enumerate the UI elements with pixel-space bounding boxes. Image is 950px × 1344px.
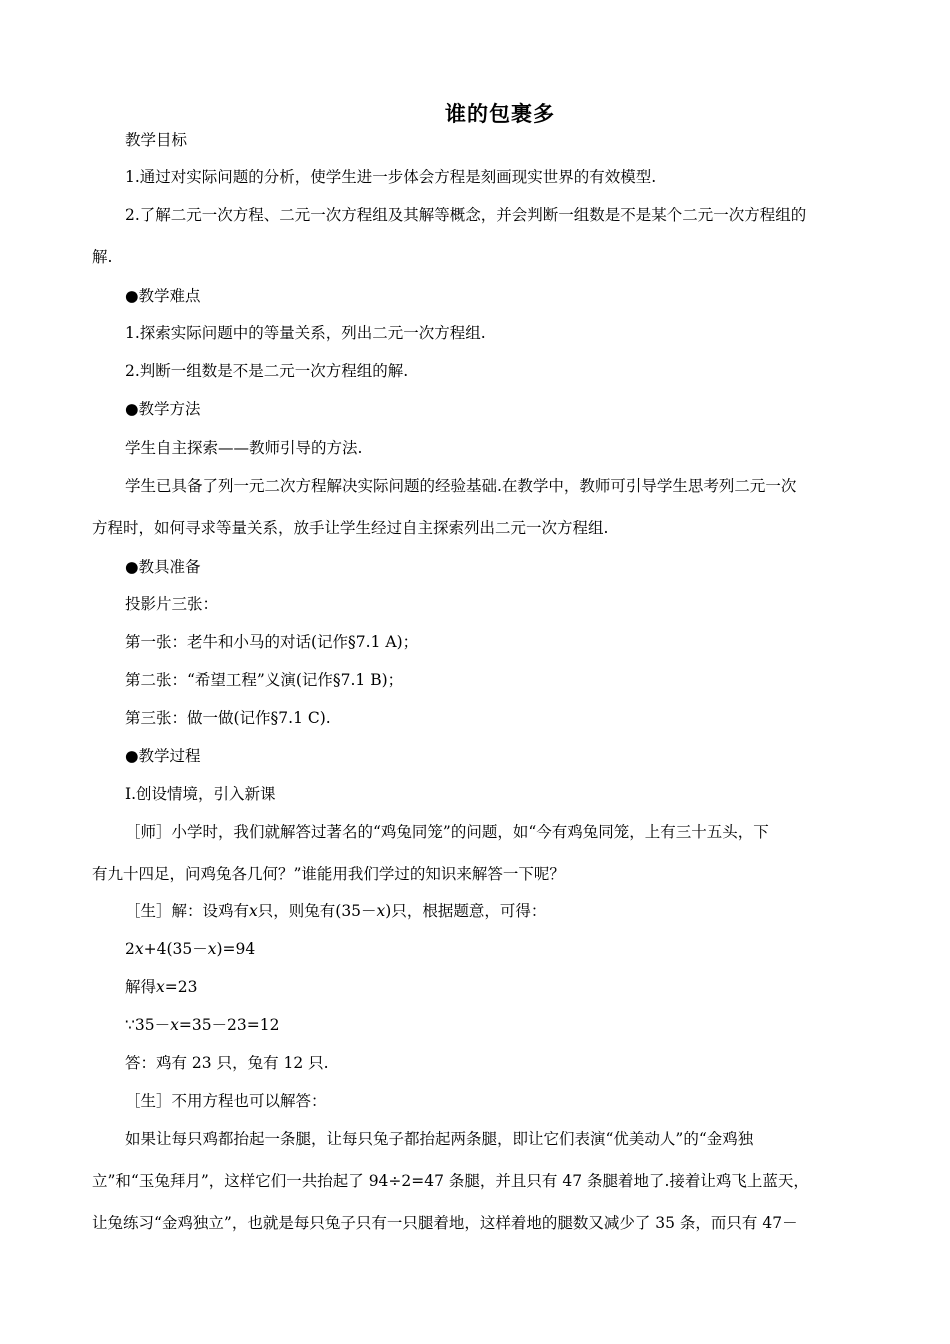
paragraph-line: 1.探索实际问题中的等量关系，列出二元一次方程组. bbox=[125, 324, 486, 342]
document-title: 谁的包裹多 bbox=[445, 102, 555, 126]
section-heading: ●教学方法 bbox=[125, 400, 201, 418]
variable-x: x bbox=[376, 902, 386, 920]
paragraph-line: ［生］不用方程也可以解答： bbox=[125, 1092, 327, 1110]
paragraph-line: 第二张：“希望工程”义演(记作§7.1 B)； bbox=[125, 671, 404, 689]
paragraph-line: 第三张：做一做(记作§7.1 C). bbox=[125, 709, 331, 727]
equation-line: ∵35－x=35－23=12 bbox=[125, 1016, 280, 1034]
paragraph-line: 解. bbox=[92, 248, 113, 266]
section-heading: 教学目标 bbox=[125, 131, 188, 149]
section-heading: ●教具准备 bbox=[125, 558, 201, 576]
paragraph-line: 第一张：老牛和小马的对话(记作§7.1 A)； bbox=[125, 633, 419, 651]
paragraph-line: 如果让每只鸡都抬起一条腿，让每只兔子都抬起两条腿，即让它们表演“优美动人”的“金鸡独 bbox=[125, 1130, 754, 1148]
paragraph-line: 2.了解二元一次方程、二元一次方程组及其解等概念，并会判断一组数是不是某个二元一次方程组的 bbox=[125, 206, 807, 224]
paragraph-line: 1.通过对实际问题的分析，使学生进一步体会方程是刻画现实世界的有效模型. bbox=[125, 168, 657, 186]
paragraph-line: 方程时，如何寻求等量关系，放手让学生经过自主探索列出二元一次方程组. bbox=[92, 519, 609, 537]
paragraph-line: ［师］小学时，我们就解答过著名的“鸡兔同笼”的问题，如“今有鸡兔同笼，上有三十五头，下 bbox=[125, 823, 769, 841]
subsection-heading: Ⅰ.创设情境，引入新课 bbox=[125, 785, 276, 803]
variable-x: x bbox=[170, 1016, 179, 1034]
paragraph-line: 立”和“玉兔拜月”，这样它们一共抬起了 94÷2=47 条腿，并且只有 47 条腿着地了.接着让鸡飞上蓝天， bbox=[92, 1172, 809, 1190]
paragraph-line: 学生自主探索——教师引导的方法. bbox=[125, 439, 363, 457]
section-heading: ●教学难点 bbox=[125, 287, 201, 305]
paragraph-line: 2.判断一组数是不是二元一次方程组的解. bbox=[125, 362, 409, 380]
paragraph-line: 学生已具备了列一元二次方程解决实际问题的经验基础.在教学中，教师可引导学生思考列二元一次 bbox=[125, 477, 797, 495]
paragraph-line: 让兔练习“金鸡独立”，也就是每只兔子只有一只腿着地，这样着地的腿数又减少了 35 条，而只有 47－ bbox=[92, 1214, 798, 1232]
variable-x: x bbox=[207, 940, 217, 958]
paragraph-line: 答：鸡有 23 只，兔有 12 只. bbox=[125, 1054, 329, 1072]
equation-line: 解得x=23 bbox=[125, 978, 198, 996]
variable-x: x bbox=[156, 978, 165, 996]
variable-x: x bbox=[134, 940, 144, 958]
equation-line: 2x+4(35－x)=94 bbox=[125, 940, 256, 958]
paragraph-line: ［生］解：设鸡有x只，则兔有(35－x)只，根据题意，可得： bbox=[125, 902, 547, 920]
variable-x: x bbox=[249, 902, 258, 920]
paragraph-line: 投影片三张： bbox=[125, 595, 219, 613]
section-heading: ●教学过程 bbox=[125, 747, 201, 765]
paragraph-line: 有九十四足，问鸡兔各几何？”谁能用我们学过的知识来解答一下呢？ bbox=[92, 865, 565, 883]
